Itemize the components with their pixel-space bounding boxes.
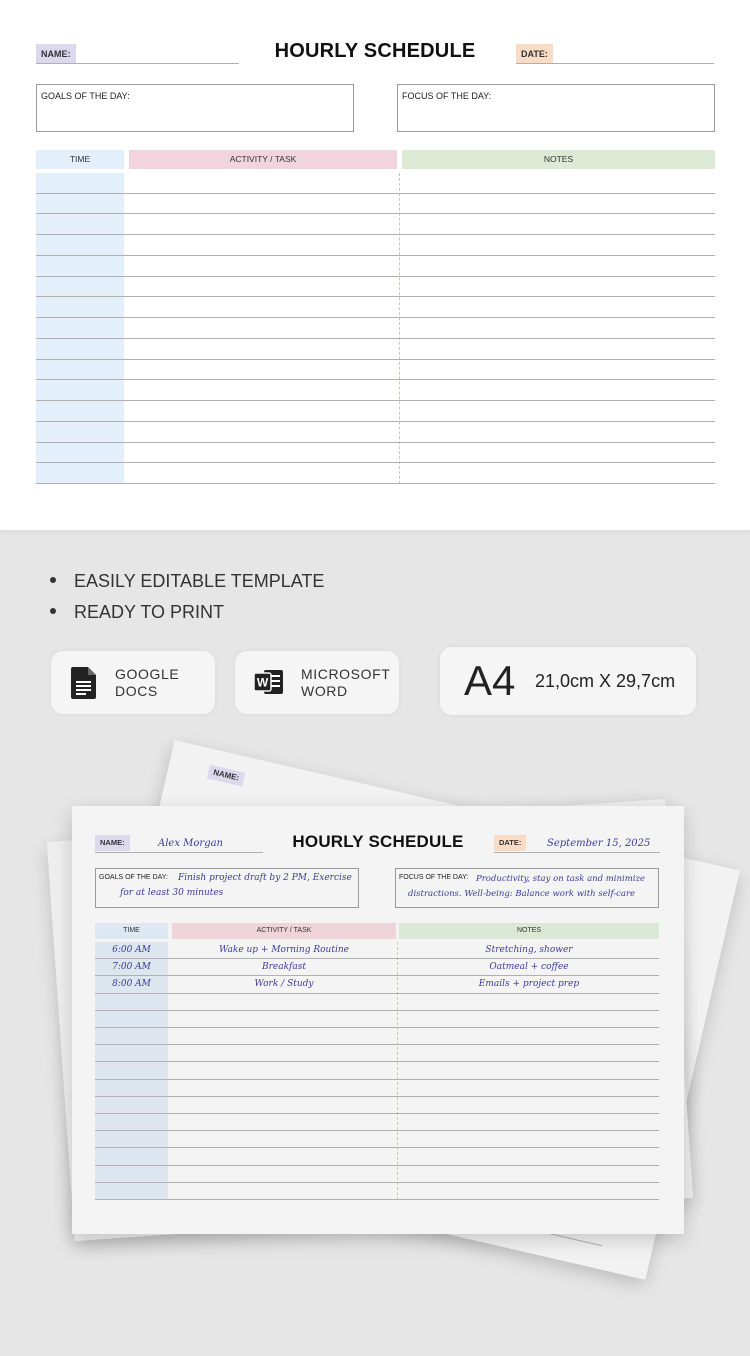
example-title: HOURLY SCHEDULE bbox=[292, 832, 464, 851]
example-goals-line2: for at least 30 minutes bbox=[120, 888, 224, 898]
example-column-divider bbox=[397, 942, 398, 1200]
example-row-line bbox=[95, 958, 659, 959]
example-goals-label: GOALS OF THE DAY: bbox=[99, 874, 168, 881]
example-row-notes: Stretching, shower bbox=[485, 945, 573, 955]
schedule-row-line bbox=[36, 379, 715, 380]
example-row-line bbox=[95, 1061, 659, 1062]
notes-header: NOTES bbox=[402, 150, 715, 169]
feature-item: EASILY EDITABLE TEMPLATE bbox=[50, 568, 324, 599]
example-row-line bbox=[95, 1165, 659, 1166]
example-time-header: TIME bbox=[95, 923, 168, 939]
example-row-notes: Emails + project prep bbox=[478, 979, 580, 989]
bullet-icon bbox=[50, 577, 56, 583]
schedule-row-line bbox=[36, 255, 715, 256]
svg-text:W: W bbox=[256, 675, 269, 690]
feature-item: READY TO PRINT bbox=[50, 599, 324, 630]
example-date-line bbox=[494, 852, 660, 853]
example-goals-line1: Finish project draft by 2 PM, Exercise bbox=[178, 873, 352, 883]
example-row-notes: Oatmeal + coffee bbox=[489, 962, 569, 972]
example-date-value: September 15, 2025 bbox=[547, 838, 651, 849]
schedule-row-line bbox=[36, 462, 715, 463]
page-title: HOURLY SCHEDULE bbox=[274, 40, 476, 62]
column-divider bbox=[399, 173, 400, 484]
schedule-row-line bbox=[36, 296, 715, 297]
schedule-row-line bbox=[36, 442, 715, 443]
schedule-row-line bbox=[36, 359, 715, 360]
example-name-value: Alex Morgan bbox=[158, 838, 223, 849]
goals-label: GOALS OF THE DAY: bbox=[41, 91, 130, 101]
schedule-row-line bbox=[36, 400, 715, 401]
example-row-line bbox=[95, 993, 659, 994]
example-row-activity: Work / Study bbox=[254, 979, 314, 989]
example-sheet bbox=[72, 806, 684, 1234]
time-column bbox=[36, 173, 124, 484]
example-focus-box bbox=[395, 868, 659, 908]
example-row-line bbox=[95, 1044, 659, 1045]
focus-box[interactable] bbox=[397, 84, 715, 132]
microsoft-word-icon bbox=[254, 668, 284, 696]
example-row-line bbox=[95, 1079, 659, 1080]
schedule-row-line bbox=[36, 338, 715, 339]
schedule-row-line bbox=[36, 317, 715, 318]
paper-size-dimensions: 21,0cm X 29,7cm bbox=[535, 671, 676, 691]
example-name-line bbox=[95, 852, 263, 853]
bullet-icon bbox=[50, 608, 56, 614]
microsoft-word-badge[interactable] bbox=[235, 651, 399, 714]
schedule-row-line bbox=[36, 234, 715, 235]
example-row-line bbox=[95, 1147, 659, 1148]
schedule-row-line bbox=[36, 483, 715, 484]
activity-header: ACTIVITY / TASK bbox=[129, 150, 397, 169]
example-focus-label: FOCUS OF THE DAY: bbox=[399, 874, 469, 881]
example-row-activity: Breakfast bbox=[262, 962, 306, 972]
example-focus-line2: distractions. Well-being: Balance work with self-care bbox=[408, 889, 636, 899]
example-activity-header: ACTIVITY / TASK bbox=[172, 923, 396, 939]
example-name-label: NAME: bbox=[95, 835, 130, 851]
date-label: DATE: bbox=[516, 44, 553, 64]
google-docs-badge[interactable] bbox=[51, 651, 215, 714]
example-row-line bbox=[95, 1182, 659, 1183]
schedule-row-line bbox=[36, 276, 715, 277]
example-date-label: DATE: bbox=[494, 835, 526, 851]
example-goals-box bbox=[95, 868, 359, 908]
example-row-line bbox=[95, 1113, 659, 1114]
example-row-activity: Wake up + Morning Routine bbox=[219, 945, 349, 955]
date-line bbox=[516, 63, 714, 64]
example-row-line bbox=[95, 1199, 659, 1200]
schedule-row-line bbox=[36, 421, 715, 422]
goals-box[interactable] bbox=[36, 84, 354, 132]
example-row-time: 6:00 AM bbox=[112, 945, 151, 955]
example-row-line bbox=[95, 1130, 659, 1131]
paper-size-a4: A4 bbox=[464, 657, 516, 704]
microsoft-word-label: MICROSOFT WORD bbox=[301, 666, 391, 699]
example-row-time: 8:00 AM bbox=[112, 979, 151, 989]
focus-label: FOCUS OF THE DAY: bbox=[402, 91, 492, 101]
example-row-line bbox=[95, 1027, 659, 1028]
example-row-line bbox=[95, 975, 659, 976]
example-row-time: 7:00 AM bbox=[112, 962, 151, 972]
schedule-row-line bbox=[36, 213, 715, 214]
name-line bbox=[36, 63, 239, 64]
feature-list bbox=[50, 568, 324, 630]
example-row-line bbox=[95, 1096, 659, 1097]
google-docs-icon bbox=[71, 667, 96, 699]
schedule-row-line bbox=[36, 193, 715, 194]
paper-size-badge bbox=[440, 647, 696, 715]
example-row-line bbox=[95, 1010, 659, 1011]
example-notes-header: NOTES bbox=[399, 923, 659, 939]
name-label: NAME: bbox=[36, 44, 76, 64]
blank-template-page bbox=[0, 0, 750, 530]
time-header: TIME bbox=[36, 150, 124, 169]
google-docs-label: GOOGLE DOCS bbox=[115, 666, 180, 699]
example-focus-line1: Productivity, stay on task and minimize bbox=[476, 874, 646, 884]
back-sheet-name-label: NAME: bbox=[207, 765, 245, 787]
